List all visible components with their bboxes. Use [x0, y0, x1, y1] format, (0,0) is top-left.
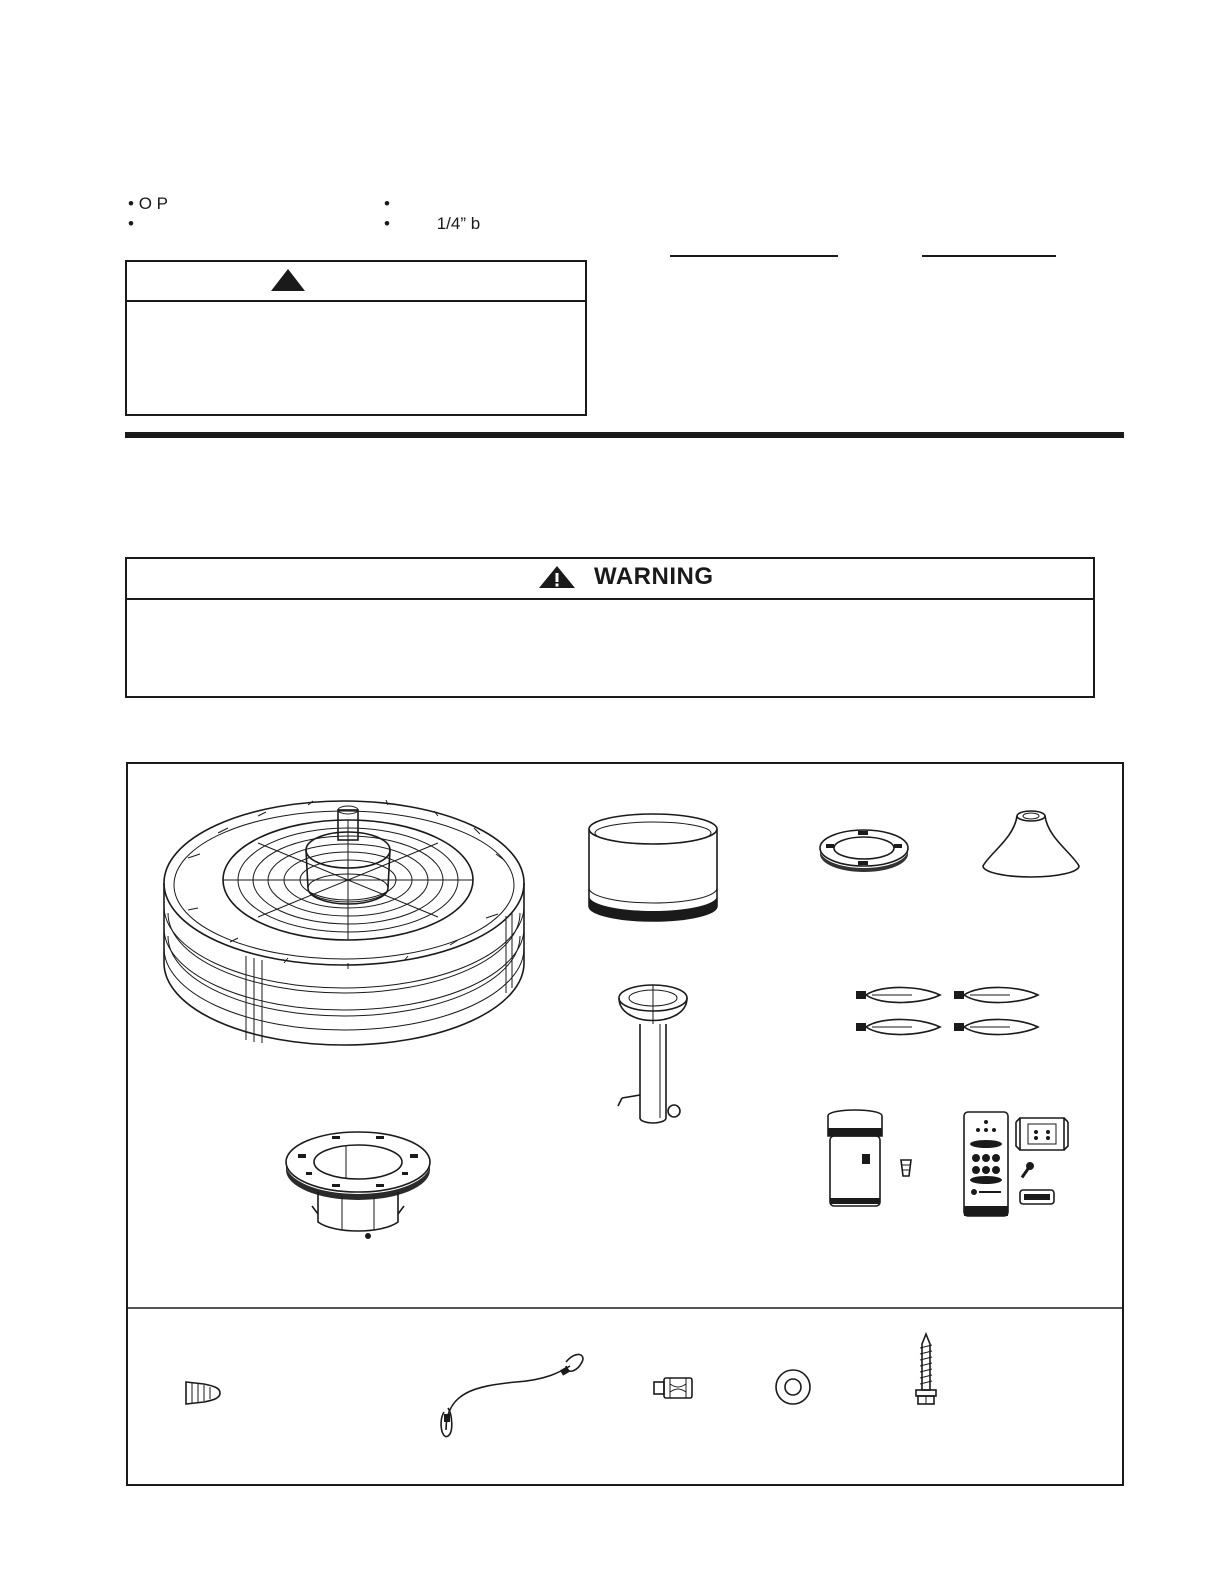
pin-clip-icon [650, 1374, 696, 1402]
ring-plate-icon [818, 828, 910, 870]
bullet: • [384, 214, 390, 233]
bullet: • [384, 194, 390, 213]
wire-nut-icon [182, 1378, 224, 1408]
wire-nut-icon [898, 1156, 914, 1180]
warning-triangle-icon [538, 565, 576, 589]
tool-item-3 [384, 194, 390, 214]
warning-header-divider [127, 598, 1093, 600]
safety-cable-icon [436, 1352, 588, 1442]
receiver-icon [824, 1104, 886, 1210]
section-divider [125, 432, 1124, 438]
caution-header-divider [127, 300, 585, 302]
bullet: • [128, 214, 134, 233]
tool-item-4 [384, 214, 480, 234]
downrod-icon [608, 980, 698, 1126]
tool-item-1 [128, 194, 168, 214]
parts-hardware-divider [128, 1307, 1122, 1309]
fill-in-line-1 [670, 255, 838, 257]
bullet: • [128, 194, 134, 213]
screw-icon [912, 1332, 940, 1406]
canopy-cone-icon [980, 808, 1082, 880]
tool-item-2 [128, 214, 134, 234]
warning-triangle-icon [270, 268, 306, 292]
fan-motor-housing-icon [158, 788, 530, 1056]
bulb-icon [852, 984, 1042, 1044]
remote-holder-icon [1014, 1114, 1070, 1208]
tool-text: O P [138, 194, 168, 213]
fill-in-line-2 [922, 255, 1056, 257]
remote-control-icon [962, 1110, 1010, 1218]
canopy-ring-icon [586, 812, 720, 924]
tool-text: 1/4” b [436, 214, 481, 233]
caution-box [125, 260, 587, 416]
mounting-bracket-icon [282, 1126, 434, 1242]
warning-title: WARNING [594, 563, 714, 590]
washer-icon [774, 1368, 812, 1406]
